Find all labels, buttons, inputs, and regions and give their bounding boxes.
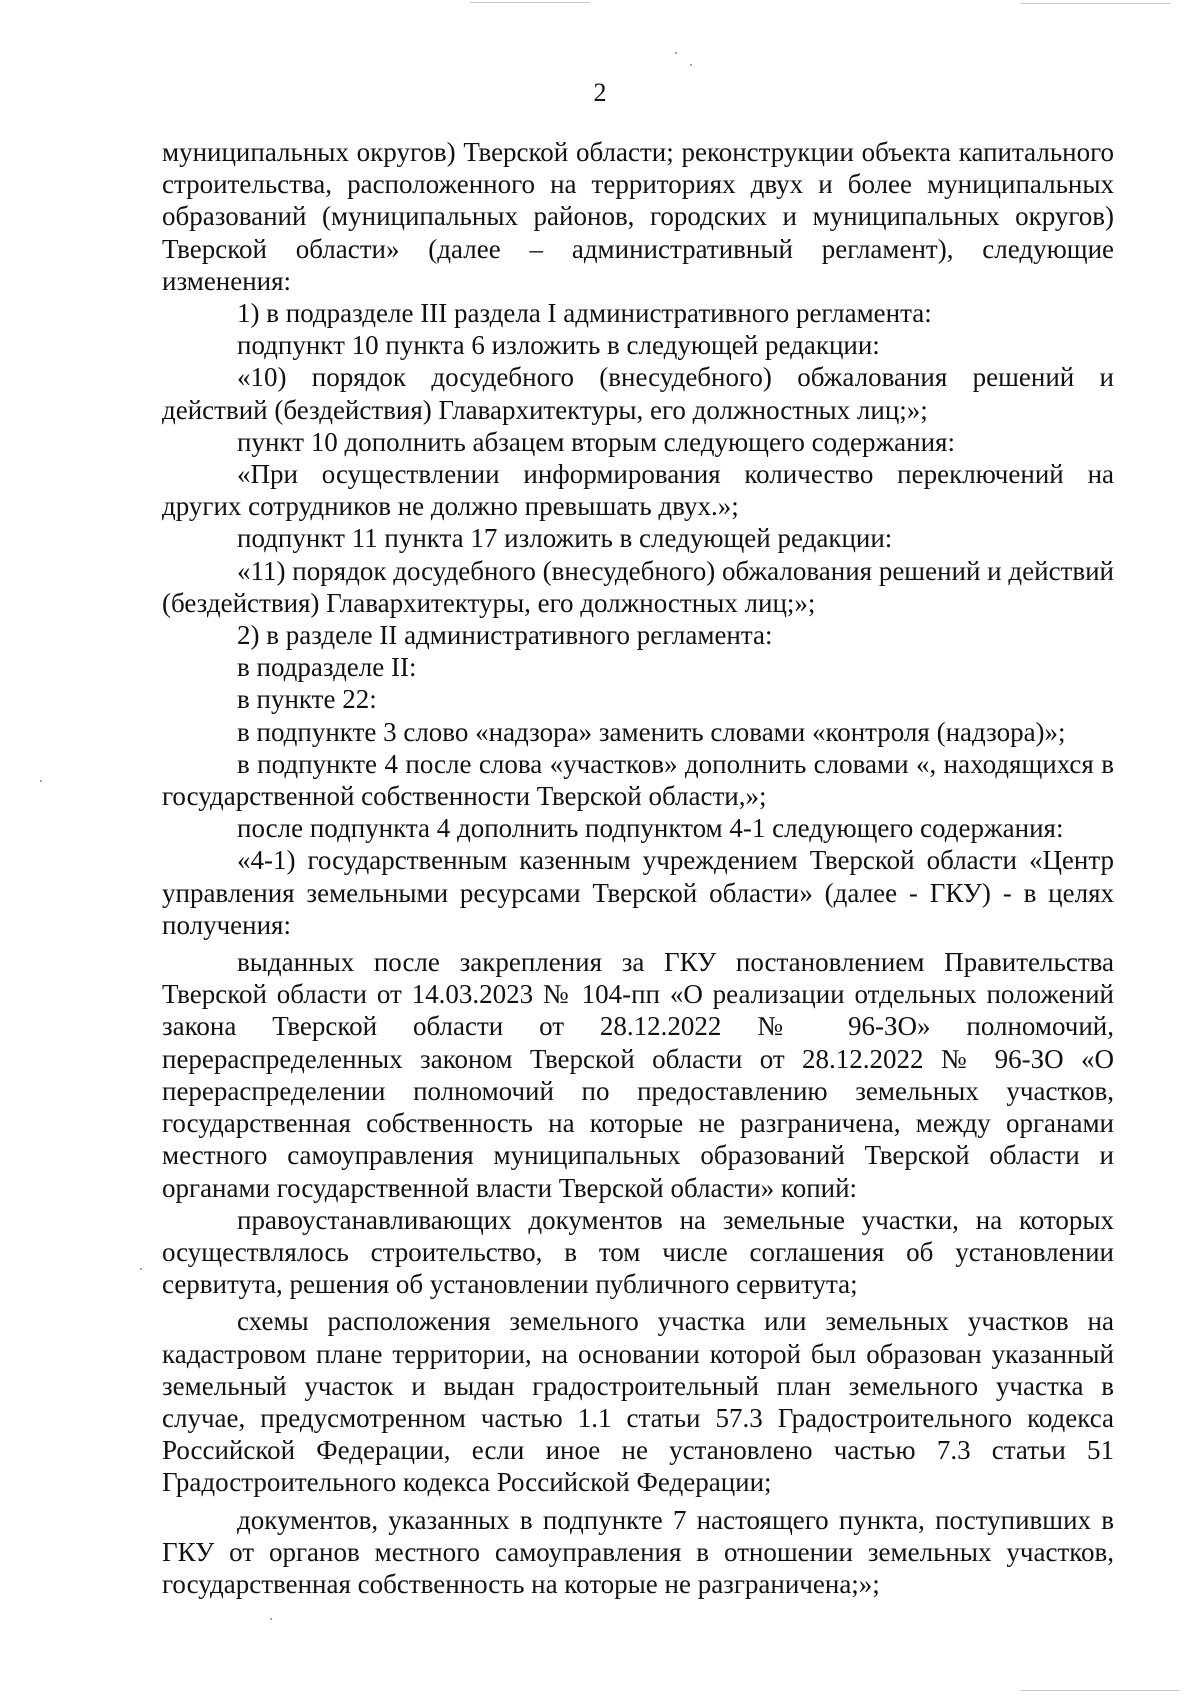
scan-speck bbox=[270, 1618, 272, 1620]
paragraph-quote: «11) порядок досудебного (внесудебного) обжалования решений и действий (бездействия) Главархитектуры, его должностных лиц;»; bbox=[162, 555, 1114, 618]
document-body bbox=[162, 136, 1114, 1600]
paragraph-continuation: муниципальных округов) Тверской области; реконструкции объекта капитального строительства, расположенного на территориях двух и более муниципальных образований (муниципальных районов, городских и муниципальных округов) Тверской области» (далее – административный регламент), следующие изменения: bbox=[162, 137, 1114, 296]
scan-speck bbox=[690, 64, 692, 66]
paragraph: подпункт 10 пункта 6 изложить в следующей редакции: bbox=[237, 330, 880, 361]
paragraph: правоустанавливающих документов на земельные участки, на которых осуществлялось строительство, в том числе соглашения об установлении сервитута, решения об установлении публичного сервитута; bbox=[162, 1204, 1114, 1300]
paragraph: подпункт 11 пункта 17 изложить в следующей редакции: bbox=[237, 523, 893, 554]
paragraph: документов, указанных в подпункте 7 настоящего пункта, поступивших в ГКУ от органов местного самоуправления в отношении земельных участков, государственная собственность на которые не разграничена;»; bbox=[162, 1504, 1114, 1599]
paragraph-item-1: 1) в подразделе III раздела I административного регламента: bbox=[237, 298, 932, 329]
paragraph: в подпункте 4 после слова «участков» дополнить словами «, находящихся в государственной собственности Тверской области,»; bbox=[162, 748, 1114, 812]
paragraph: после подпункта 4 дополнить подпунктом 4-1 следующего содержания: bbox=[237, 813, 1064, 844]
paragraph: схемы расположения земельного участка или земельных участков на кадастровом плане территории, на основании которой был образован указанный земельный участок и выдан градостроительный план земельного участка в случае, предусмотренном частью 1.1 статьи 57.3 Градостроительного кодекса Российской Федерации, если иное не установлено частью 7.3 статьи 51 Градостроительного кодекса Российской Федерации; bbox=[162, 1306, 1114, 1498]
paragraph: в подразделе II: bbox=[237, 652, 417, 683]
paragraph: выданных после закрепления за ГКУ постановлением Правительства Тверской области от 14.03.2023 № 104-пп «О реализации отдельных положений закона Тверской области от 28.12.2022 № 96-ЗО» полномочий, перераспределенных законом Тверской области от 28.12.2022 № 96-ЗО «О перераспределении полномочий по предоставлению земельных участков, государственная собственность на которые не разграничена, между органами местного самоуправления муниципальных образований Тверской области и органами государственной власти Тверской области» копий: bbox=[162, 947, 1114, 1203]
scan-speck bbox=[140, 1268, 142, 1270]
scan-speck bbox=[40, 780, 42, 782]
paragraph: в пункте 22: bbox=[237, 684, 377, 715]
paragraph: в подпункте 3 слово «надзора» заменить словами «контроля (надзора)»; bbox=[237, 716, 1066, 747]
scan-artifact-bottom-right bbox=[1020, 1690, 1180, 1691]
page-number: 2 bbox=[593, 78, 607, 107]
paragraph-quote: «При осуществлении информирования количество переключений на других сотрудников не должно превышать двух.»; bbox=[162, 459, 1114, 522]
paragraph: пункт 10 дополнить абзацем вторым следующего содержания: bbox=[237, 426, 955, 457]
paragraph-quote: «4-1) государственным казенным учреждением Тверской области «Центр управления земельными ресурсами Тверской области» (далее - ГКУ) - в целях получения: bbox=[162, 845, 1114, 940]
paragraph-quote: «10) порядок досудебного (внесудебного) обжалования решений и действий (бездействия) Главархитектуры, его должностных лиц;»; bbox=[162, 362, 1114, 425]
scan-speck bbox=[675, 52, 677, 54]
scan-artifact-top bbox=[470, 2, 590, 3]
paragraph-item-2: 2) в разделе II административного регламента: bbox=[237, 620, 773, 651]
scan-artifact-top-right bbox=[1020, 3, 1170, 4]
